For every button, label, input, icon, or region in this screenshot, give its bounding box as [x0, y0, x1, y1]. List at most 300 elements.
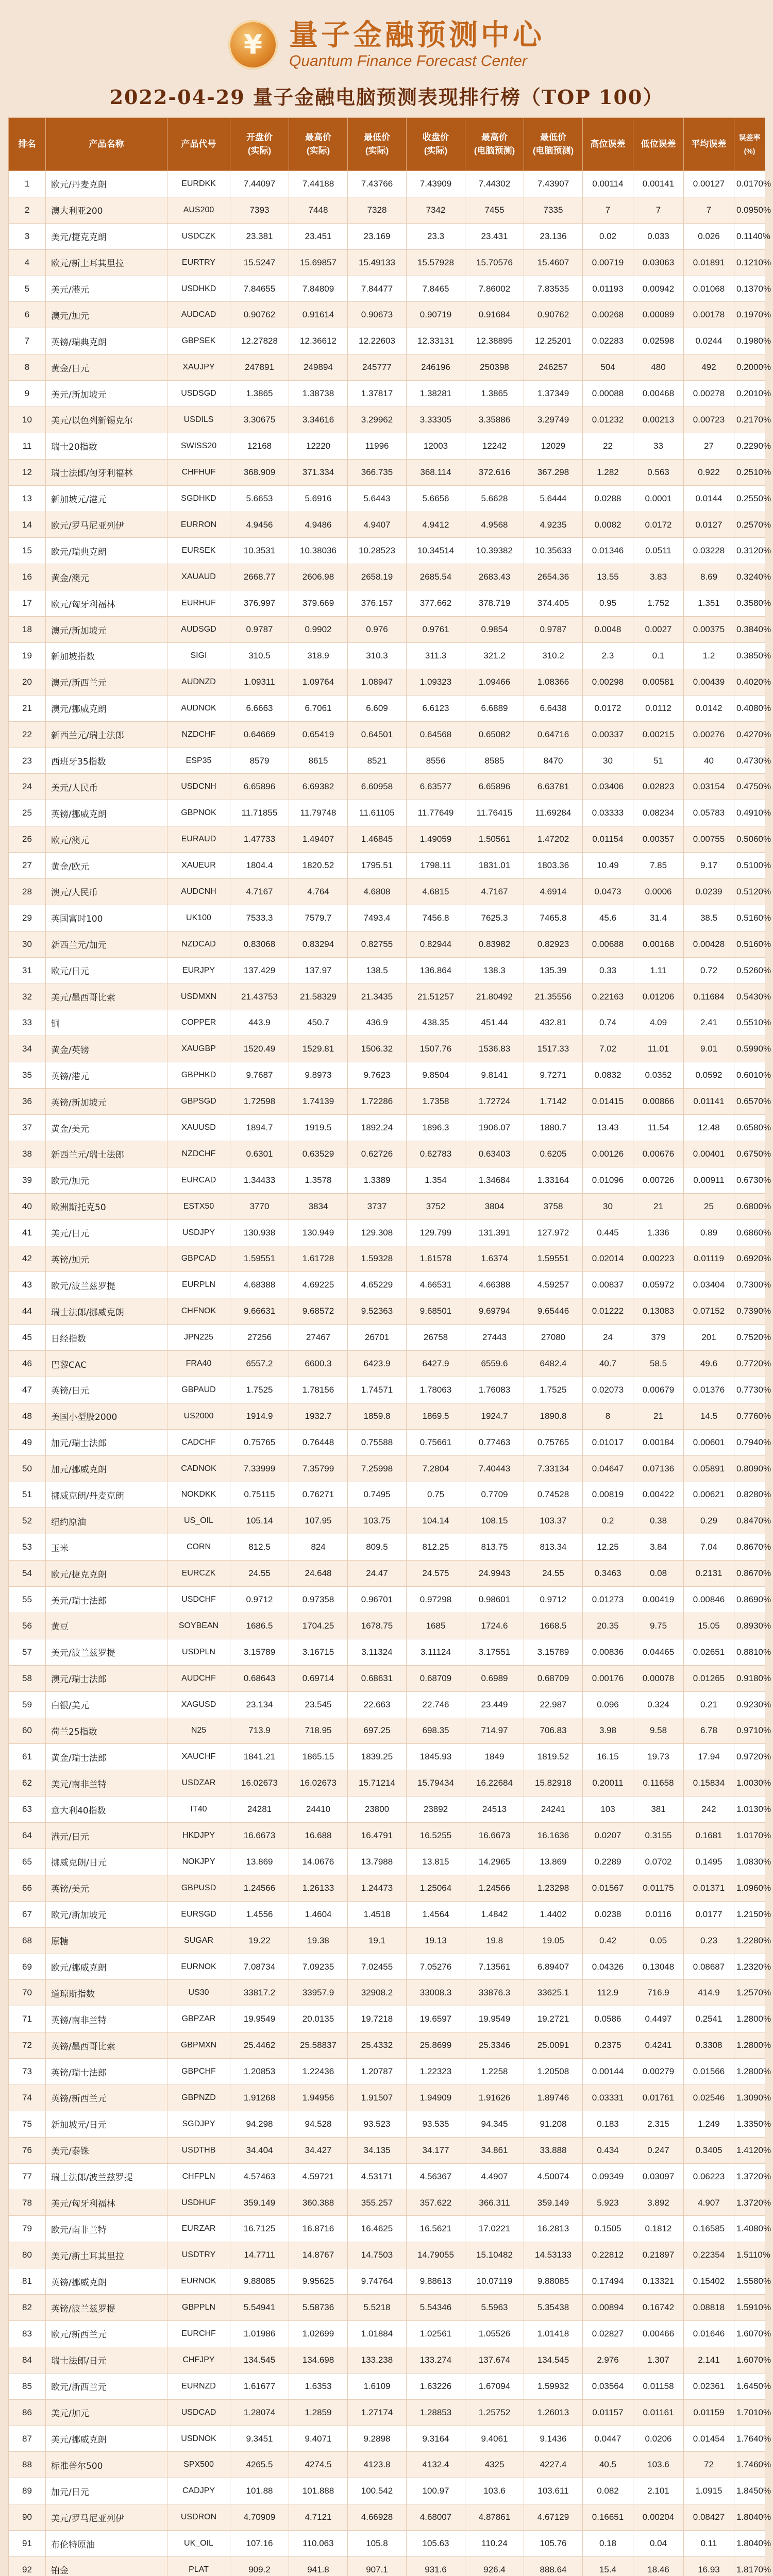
cell-product-code: USDRON: [167, 2504, 230, 2531]
cell-high-error: 0.33: [583, 957, 633, 984]
cell-high-predicted: 16.6673: [465, 1823, 524, 1849]
cell-product-name: 加元/瑞士法郎: [46, 1429, 167, 1455]
cell-product-code: AUDNZD: [167, 669, 230, 695]
cell-rank: 54: [9, 1561, 46, 1587]
cell-high-error: 0.2375: [583, 2032, 633, 2059]
cell-low-actual: 9.52363: [348, 1298, 407, 1325]
table-row: [9, 1561, 765, 1587]
cell-avg-error: 0.22354: [684, 2242, 734, 2268]
cell-close-actual: 368.114: [407, 459, 465, 485]
cell-high-actual: 23.545: [289, 1691, 348, 1718]
col-open-actual: 开盘价 (实际): [230, 118, 289, 171]
cell-product-code: EURCHF: [167, 2321, 230, 2347]
cell-high-error: 0.00114: [583, 171, 633, 197]
cell-error-rate: 0.2290%: [734, 433, 765, 459]
cell-low-error: 0.00466: [633, 2321, 684, 2347]
cell-high-actual: 5.6916: [289, 485, 348, 512]
cell-high-actual: 1.3578: [289, 1167, 348, 1193]
table-row: [9, 512, 765, 538]
cell-error-rate: 1.7010%: [734, 2399, 765, 2426]
cell-low-predicted: 310.2: [524, 643, 583, 669]
table-row: [9, 2557, 765, 2576]
cell-rank: 76: [9, 2137, 46, 2163]
cell-error-rate: 0.6580%: [734, 1115, 765, 1141]
cell-low-actual: 12.22603: [348, 328, 407, 354]
table-row: [9, 1403, 765, 1429]
cell-low-error: 0.01175: [633, 1875, 684, 1901]
cell-high-error: 30: [583, 1193, 633, 1219]
cell-low-actual: 245777: [348, 354, 407, 381]
cell-product-code: SGDHKD: [167, 485, 230, 512]
cell-high-error: 0.0447: [583, 2426, 633, 2452]
cell-open-actual: 1.09311: [230, 669, 289, 695]
cell-rank: 13: [9, 485, 46, 512]
cell-close-actual: 377.662: [407, 590, 465, 617]
cell-high-actual: 3.16715: [289, 1639, 348, 1665]
cell-error-rate: 0.1210%: [734, 249, 765, 276]
cell-product-name: 新西兰元/加元: [46, 931, 167, 957]
cell-low-predicted: 19.05: [524, 1927, 583, 1954]
cell-low-predicted: 5.35438: [524, 2295, 583, 2321]
cell-low-actual: 4.66928: [348, 2504, 407, 2531]
cell-product-code: GBPUSD: [167, 1875, 230, 1901]
cell-high-predicted: 1.24566: [465, 1875, 524, 1901]
cell-rank: 20: [9, 669, 46, 695]
cell-close-actual: 0.82944: [407, 931, 465, 957]
cell-low-error: 0.38: [633, 1508, 684, 1534]
cell-low-error: 0.07136: [633, 1455, 684, 1482]
table-row: [9, 1246, 765, 1272]
cell-open-actual: 6.6663: [230, 695, 289, 721]
cell-high-error: 0.74: [583, 1010, 633, 1036]
table-row: [9, 276, 765, 302]
cell-low-error: 0.4241: [633, 2032, 684, 2059]
cell-rank: 36: [9, 1089, 46, 1115]
cell-avg-error: 0.03228: [684, 538, 734, 564]
cell-rank: 59: [9, 1691, 46, 1718]
cell-avg-error: 414.9: [684, 1980, 734, 2006]
cell-high-actual: 16.688: [289, 1823, 348, 1849]
cell-low-predicted: 374.405: [524, 590, 583, 617]
table-row: [9, 1141, 765, 1167]
cell-low-error: 7: [633, 197, 684, 223]
cell-low-error: 0.00168: [633, 931, 684, 957]
cell-high-predicted: 1.50561: [465, 826, 524, 853]
cell-low-predicted: 3.15789: [524, 1639, 583, 1665]
cell-error-rate: 0.1370%: [734, 276, 765, 302]
cell-low-error: 1.752: [633, 590, 684, 617]
cell-low-error: 0.04465: [633, 1639, 684, 1665]
col-close-actual: 收盘价 (实际): [407, 118, 465, 171]
cell-avg-error: 0.02361: [684, 2373, 734, 2399]
cell-low-predicted: 13.869: [524, 1849, 583, 1875]
cell-high-predicted: 321.2: [465, 643, 524, 669]
cell-low-error: 0.00213: [633, 407, 684, 433]
cell-low-predicted: 12.25201: [524, 328, 583, 354]
cell-low-predicted: 1.33164: [524, 1167, 583, 1193]
cell-high-actual: 27467: [289, 1325, 348, 1351]
table-row: [9, 485, 765, 512]
cell-rank: 55: [9, 1587, 46, 1613]
cell-high-actual: 7.44188: [289, 171, 348, 197]
cell-low-actual: 1.59328: [348, 1246, 407, 1272]
cell-avg-error: 38.5: [684, 905, 734, 931]
cell-product-name: 荷兰25指数: [46, 1718, 167, 1744]
cell-product-code: AUS200: [167, 197, 230, 223]
cell-open-actual: 4.57463: [230, 2163, 289, 2190]
cell-product-name: 美元/人民币: [46, 774, 167, 800]
cell-low-predicted: 0.6205: [524, 1141, 583, 1167]
cell-high-error: 0.096: [583, 1691, 633, 1718]
cell-high-predicted: 366.311: [465, 2190, 524, 2216]
cell-rank: 69: [9, 1954, 46, 1980]
cell-high-actual: 10.38036: [289, 538, 348, 564]
cell-high-predicted: 12242: [465, 433, 524, 459]
cell-close-actual: 1.7358: [407, 1089, 465, 1115]
cell-high-predicted: 7455: [465, 197, 524, 223]
cell-product-code: XAUCHF: [167, 1744, 230, 1770]
cell-high-predicted: 15.70576: [465, 249, 524, 276]
cell-error-rate: 0.6860%: [734, 1219, 765, 1246]
cell-high-error: 5.923: [583, 2190, 633, 2216]
cell-avg-error: 1.351: [684, 590, 734, 617]
cell-product-code: US_OIL: [167, 1508, 230, 1534]
cell-high-actual: 15.69857: [289, 249, 348, 276]
cell-open-actual: 1.61677: [230, 2373, 289, 2399]
cell-high-actual: 33957.9: [289, 1980, 348, 2006]
cell-avg-error: 0.08687: [684, 1954, 734, 1980]
table-row: [9, 1062, 765, 1089]
cell-avg-error: 0.00621: [684, 1482, 734, 1508]
logo-icon: [228, 20, 278, 70]
cell-high-error: 0.03564: [583, 2373, 633, 2399]
cell-product-name: 澳大利亚200: [46, 197, 167, 223]
cell-rank: 87: [9, 2426, 46, 2452]
cell-low-predicted: 1819.52: [524, 1744, 583, 1770]
cell-rank: 66: [9, 1875, 46, 1901]
cell-high-predicted: 9.69794: [465, 1298, 524, 1325]
cell-high-error: 0.09349: [583, 2163, 633, 2190]
cell-low-predicted: 24.55: [524, 1561, 583, 1587]
cell-low-actual: 0.976: [348, 617, 407, 643]
cell-rank: 31: [9, 957, 46, 984]
cell-low-actual: 22.663: [348, 1691, 407, 1718]
cell-product-name: 巴黎CAC: [46, 1351, 167, 1377]
cell-open-actual: 1.24566: [230, 1875, 289, 1901]
cell-avg-error: 25: [684, 1193, 734, 1219]
cell-low-predicted: 432.81: [524, 1010, 583, 1036]
cell-high-actual: 20.0135: [289, 2006, 348, 2032]
cell-close-actual: 1.02561: [407, 2321, 465, 2347]
cell-product-code: NZDCAD: [167, 931, 230, 957]
cell-low-error: 0.0352: [633, 1062, 684, 1089]
cell-high-actual: 1.02699: [289, 2321, 348, 2347]
cell-high-error: 0.01017: [583, 1429, 633, 1455]
cell-open-actual: 4.70909: [230, 2504, 289, 2531]
cell-low-predicted: 105.76: [524, 2531, 583, 2557]
cell-avg-error: 9.17: [684, 853, 734, 879]
cell-close-actual: 0.97298: [407, 1587, 465, 1613]
cell-high-predicted: 1.3865: [465, 381, 524, 407]
cell-low-actual: 1859.8: [348, 1403, 407, 1429]
cell-error-rate: 0.5260%: [734, 957, 765, 984]
cell-open-actual: 310.5: [230, 643, 289, 669]
cell-high-error: 0.2289: [583, 1849, 633, 1875]
cell-low-error: 0.033: [633, 223, 684, 249]
cell-product-code: SOYBEAN: [167, 1613, 230, 1639]
cell-avg-error: 1.2: [684, 643, 734, 669]
cell-product-name: 美元/匈牙利福林: [46, 2190, 167, 2216]
cell-product-code: ESP35: [167, 748, 230, 774]
cell-high-predicted: 372.616: [465, 459, 524, 485]
cell-error-rate: 0.5100%: [734, 853, 765, 879]
cell-avg-error: 0.2541: [684, 2006, 734, 2032]
cell-error-rate: 1.0170%: [734, 1823, 765, 1849]
cell-low-actual: 366.735: [348, 459, 407, 485]
cell-low-actual: 1.6109: [348, 2373, 407, 2399]
cell-low-error: 0.00676: [633, 1141, 684, 1167]
cell-rank: 62: [9, 1770, 46, 1797]
cell-high-actual: 2606.98: [289, 564, 348, 590]
table-row: [9, 1875, 765, 1901]
cell-error-rate: 1.0960%: [734, 1875, 765, 1901]
cell-product-code: UK_OIL: [167, 2531, 230, 2557]
cell-high-actual: 107.95: [289, 1508, 348, 1534]
cell-low-predicted: 23.136: [524, 223, 583, 249]
cell-high-actual: 0.76448: [289, 1429, 348, 1455]
cell-high-actual: 16.02673: [289, 1770, 348, 1797]
cell-product-code: GBPNOK: [167, 800, 230, 826]
cell-close-actual: 7.2804: [407, 1455, 465, 1482]
cell-product-name: 英镑/瑞士法郎: [46, 2059, 167, 2085]
cell-low-error: 7.85: [633, 853, 684, 879]
table-row: [9, 407, 765, 433]
cell-product-code: GBPMXN: [167, 2032, 230, 2059]
cell-product-name: 美元/墨西哥比索: [46, 984, 167, 1010]
cell-product-code: GBPPLN: [167, 2295, 230, 2321]
cell-open-actual: 812.5: [230, 1534, 289, 1561]
cell-rank: 43: [9, 1272, 46, 1298]
cell-low-error: 1.336: [633, 1219, 684, 1246]
cell-open-actual: 4.68388: [230, 1272, 289, 1298]
cell-close-actual: 105.63: [407, 2531, 465, 2557]
cell-low-error: 2.101: [633, 2478, 684, 2504]
table-row: [9, 328, 765, 354]
cell-low-actual: 21.3435: [348, 984, 407, 1010]
cell-low-error: 51: [633, 748, 684, 774]
cell-rank: 32: [9, 984, 46, 1010]
cell-high-predicted: 4.7167: [465, 879, 524, 905]
cell-product-code: JPN225: [167, 1325, 230, 1351]
table-row: [9, 695, 765, 721]
cell-low-error: 0.0206: [633, 2426, 684, 2452]
table-row: [9, 1954, 765, 1980]
cell-low-predicted: 1.47202: [524, 826, 583, 853]
cell-low-predicted: 15.82918: [524, 1770, 583, 1797]
cell-product-name: 美元/加元: [46, 2399, 167, 2426]
cell-high-predicted: 8585: [465, 748, 524, 774]
cell-low-error: 0.0172: [633, 512, 684, 538]
cell-error-rate: 0.8670%: [734, 1534, 765, 1561]
cell-avg-error: 0.00178: [684, 302, 734, 328]
table-row: [9, 1613, 765, 1639]
cell-avg-error: 0.11: [684, 2531, 734, 2557]
cell-low-actual: 11996: [348, 433, 407, 459]
table-row: [9, 1901, 765, 1927]
cell-open-actual: 7.33999: [230, 1455, 289, 1482]
cell-rank: 90: [9, 2504, 46, 2531]
cell-high-actual: 34.427: [289, 2137, 348, 2163]
cell-open-actual: 1.59551: [230, 1246, 289, 1272]
table-row: [9, 1429, 765, 1455]
cell-low-error: 0.00581: [633, 669, 684, 695]
cell-product-name: 日经指数: [46, 1325, 167, 1351]
cell-high-predicted: 27443: [465, 1325, 524, 1351]
cell-high-predicted: 3.35886: [465, 407, 524, 433]
cell-high-actual: 14.0676: [289, 1849, 348, 1875]
cell-avg-error: 0.00601: [684, 1429, 734, 1455]
cell-close-actual: 4.68007: [407, 2504, 465, 2531]
cell-low-actual: 1.08947: [348, 669, 407, 695]
cell-low-error: 3.84: [633, 1534, 684, 1561]
cell-high-actual: 9.95625: [289, 2268, 348, 2295]
cell-high-actual: 25.58837: [289, 2032, 348, 2059]
cell-product-name: 港元/日元: [46, 1823, 167, 1849]
cell-product-code: USDMXN: [167, 984, 230, 1010]
cell-high-error: 0.00144: [583, 2059, 633, 2085]
col-product-code: 产品代号: [167, 118, 230, 171]
cell-close-actual: 12003: [407, 433, 465, 459]
cell-avg-error: 0.02546: [684, 2085, 734, 2111]
cell-open-actual: 4265.5: [230, 2452, 289, 2478]
cell-low-error: 0.02823: [633, 774, 684, 800]
cell-error-rate: 1.5110%: [734, 2242, 765, 2268]
cell-low-predicted: 0.9712: [524, 1587, 583, 1613]
cell-error-rate: 1.6070%: [734, 2321, 765, 2347]
cell-avg-error: 7: [684, 197, 734, 223]
cell-low-error: 0.01206: [633, 984, 684, 1010]
cell-low-error: 0.01161: [633, 2399, 684, 2426]
cell-high-predicted: 24513: [465, 1797, 524, 1823]
cell-low-predicted: 21.35556: [524, 984, 583, 1010]
cell-product-code: SGDJPY: [167, 2111, 230, 2137]
cell-product-name: 欧元/日元: [46, 957, 167, 984]
table-row: [9, 1770, 765, 1797]
cell-avg-error: 0.01371: [684, 1875, 734, 1901]
cell-open-actual: 1.20853: [230, 2059, 289, 2085]
cell-avg-error: 0.00439: [684, 669, 734, 695]
cell-avg-error: 0.922: [684, 459, 734, 485]
cell-low-actual: 4.53171: [348, 2163, 407, 2190]
cell-high-error: 504: [583, 354, 633, 381]
cell-product-code: CADNOK: [167, 1455, 230, 1482]
cell-high-error: 45.6: [583, 905, 633, 931]
table-row: [9, 171, 765, 197]
cell-product-name: 欧元/罗马尼亚列伊: [46, 512, 167, 538]
cell-open-actual: 4.9456: [230, 512, 289, 538]
cell-high-actual: 0.9902: [289, 617, 348, 643]
cell-high-predicted: 16.22684: [465, 1770, 524, 1797]
cell-high-error: 0.00088: [583, 381, 633, 407]
cell-rank: 52: [9, 1508, 46, 1534]
cell-product-code: N25: [167, 1718, 230, 1744]
cell-rank: 91: [9, 2531, 46, 2557]
cell-close-actual: 6.6123: [407, 695, 465, 721]
cell-high-error: 0.02014: [583, 1246, 633, 1272]
cell-low-error: 0.02598: [633, 328, 684, 354]
cell-low-predicted: 1.59932: [524, 2373, 583, 2399]
cell-product-name: 欧元/新西兰元: [46, 2321, 167, 2347]
cell-low-predicted: 0.9787: [524, 617, 583, 643]
cell-error-rate: 0.8670%: [734, 1561, 765, 1587]
table-row: [9, 748, 765, 774]
cell-low-error: 0.03063: [633, 249, 684, 276]
cell-error-rate: 0.8930%: [734, 1613, 765, 1639]
cell-low-predicted: 127.972: [524, 1219, 583, 1246]
cell-low-actual: 19.1: [348, 1927, 407, 1954]
report-title: 2022-04-29 量子金融电脑预测表现排行榜（TOP 100）: [109, 86, 664, 109]
cell-error-rate: 0.5430%: [734, 984, 765, 1010]
cell-avg-error: 0.29: [684, 1508, 734, 1534]
cell-low-actual: 355.257: [348, 2190, 407, 2216]
cell-avg-error: 0.0144: [684, 485, 734, 512]
cell-high-predicted: 10.07119: [465, 2268, 524, 2295]
cell-product-code: EURPLN: [167, 1272, 230, 1298]
cell-high-actual: 0.69714: [289, 1665, 348, 1691]
cell-product-code: GBPSEK: [167, 328, 230, 354]
cell-close-actual: 1869.5: [407, 1403, 465, 1429]
cell-high-actual: 0.83294: [289, 931, 348, 957]
cell-high-error: 7: [583, 197, 633, 223]
cell-low-predicted: 6482.4: [524, 1351, 583, 1377]
cell-avg-error: 0.06223: [684, 2163, 734, 2190]
cell-high-error: 0.01346: [583, 538, 633, 564]
cell-product-code: SIGI: [167, 643, 230, 669]
cell-high-predicted: 137.674: [465, 2347, 524, 2373]
cell-close-actual: 9.68501: [407, 1298, 465, 1325]
cell-avg-error: 0.01454: [684, 2426, 734, 2452]
cell-open-actual: 0.83068: [230, 931, 289, 957]
cell-avg-error: 2.141: [684, 2347, 734, 2373]
cell-close-actual: 33008.3: [407, 1980, 465, 2006]
cell-avg-error: 0.0127: [684, 512, 734, 538]
cell-low-error: 33: [633, 433, 684, 459]
cell-avg-error: 0.01566: [684, 2059, 734, 2085]
cell-avg-error: 2.41: [684, 1010, 734, 1036]
cell-high-actual: 4.59721: [289, 2163, 348, 2190]
cell-high-error: 0.00837: [583, 1272, 633, 1298]
cell-low-actual: 1795.51: [348, 853, 407, 879]
cell-close-actual: 11.77649: [407, 800, 465, 826]
cell-product-name: 欧元/捷克克朗: [46, 1561, 167, 1587]
cell-high-error: 0.01157: [583, 2399, 633, 2426]
cell-avg-error: 8.69: [684, 564, 734, 590]
cell-product-name: 澳元/新加坡元: [46, 617, 167, 643]
cell-product-name: 黄豆: [46, 1613, 167, 1639]
cell-error-rate: 0.5160%: [734, 931, 765, 957]
cell-rank: 30: [9, 931, 46, 957]
cell-error-rate: 0.8810%: [734, 1639, 765, 1665]
cell-low-error: 0.08234: [633, 800, 684, 826]
cell-low-actual: 34.135: [348, 2137, 407, 2163]
table-row: [9, 2085, 765, 2111]
cell-avg-error: 0.01141: [684, 1089, 734, 1115]
cell-avg-error: 72: [684, 2452, 734, 2478]
cell-product-name: 纽约原油: [46, 1508, 167, 1534]
cell-low-error: 0.03097: [633, 2163, 684, 2190]
cell-open-actual: 0.75115: [230, 1482, 289, 1508]
cell-open-actual: 1.7525: [230, 1377, 289, 1403]
